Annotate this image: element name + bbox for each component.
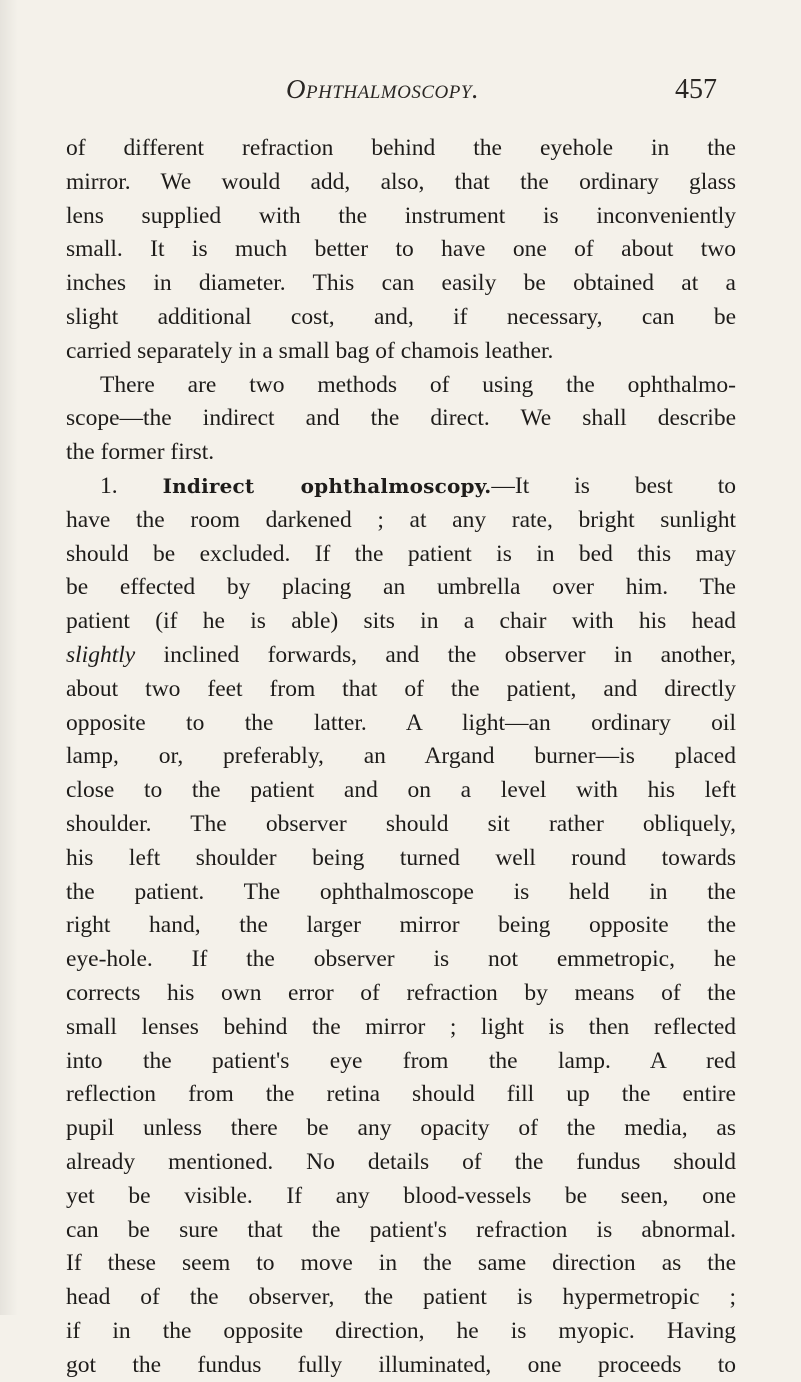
text-line: be effected by placing an umbrella over him. The	[66, 574, 736, 601]
text-line: eye-hole. If the observer is not emmetropic, he	[66, 946, 736, 973]
text-line: lamp, or, preferably, an Argand burner—is placed	[66, 743, 736, 770]
text-line: head of the observer, the patient is hypermetropic ;	[66, 1284, 736, 1311]
text-line: opposite to the latter. A light—an ordinary oil	[66, 709, 736, 736]
text-line: his left shoulder being turned well round towards	[66, 844, 736, 871]
section-heading: Indirect ophthalmoscopy.	[162, 473, 492, 498]
text-line: patient (if he is able) sits in a chair with his head	[66, 608, 736, 635]
text-line: if in the opposite direction, he is myopic. Having	[66, 1317, 736, 1344]
section-number: 1.	[100, 472, 163, 499]
text-line: small lenses behind the mirror ; light is then reflected	[66, 1013, 736, 1040]
text-line: the former first.	[66, 439, 215, 466]
text-line: have the room darkened ; at any rate, bright sunlight	[66, 506, 736, 533]
text-line: got the fundus fully illuminated, one proceeds to	[66, 1351, 736, 1378]
text-line: pupil unless there be any opacity of the media, as	[66, 1115, 736, 1142]
page-number: 457	[675, 74, 717, 105]
text-line: of different refraction behind the eyehole in the	[66, 135, 736, 161]
text-line: corrects his own error of refraction by means of the	[66, 979, 736, 1006]
text-line: slightly inclined forwards, and the observer in another,	[66, 641, 736, 668]
page-gutter-shadow	[0, 0, 18, 1315]
emphasis: slightly	[66, 641, 136, 668]
text-line: can be sure that the patient's refraction is abnormal.	[66, 1216, 736, 1243]
text-line: into the patient's eye from the lamp. A red	[66, 1047, 736, 1074]
text-line: slight additional cost, and, if necessary, can be	[66, 303, 736, 330]
text-line: mirror. We would add, also, that the ordinary glass	[66, 168, 736, 195]
text-line: the patient. The ophthalmoscope is held in the	[66, 878, 736, 905]
text-line: reflection from the retina should fill up the entire	[66, 1081, 736, 1108]
running-head	[0, 74, 801, 110]
text-line: should be excluded. If the patient is in bed this may	[66, 540, 736, 567]
body-text	[66, 132, 736, 1382]
text-line: scope—the indirect and the direct. We shall describe	[66, 405, 736, 432]
section-heading-line: 1. Indirect ophthalmoscopy.—It is best to	[100, 472, 736, 499]
text-line: yet be visible. If any blood-vessels be seen, one	[66, 1182, 736, 1209]
text-line: shoulder. The observer should sit rather obliquely,	[66, 810, 736, 837]
text-line: If these seem to move in the same direction as the	[66, 1250, 736, 1277]
running-title: Ophthalmoscopy.	[286, 74, 480, 104]
text-line: inches in diameter. This can easily be obtained at a	[66, 270, 736, 297]
text-line: right hand, the larger mirror being opposite the	[66, 912, 736, 939]
text-line: carried separately in a small bag of chamois leather.	[66, 337, 554, 364]
text-line: close to the patient and on a level with his left	[66, 777, 736, 804]
text-line: small. It is much better to have one of about two	[66, 236, 736, 263]
text-line: about two feet from that of the patient, and directly	[66, 675, 736, 702]
text-line: There are two methods of using the ophthalmo-	[100, 371, 736, 398]
text-line: already mentioned. No details of the fundus should	[66, 1148, 736, 1175]
text-line: lens supplied with the instrument is inconveniently	[66, 202, 736, 229]
